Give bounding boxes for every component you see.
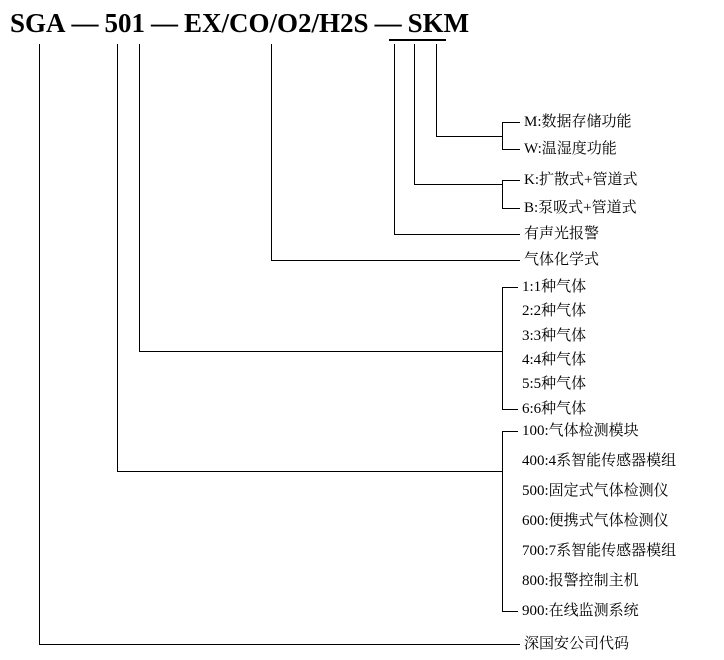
label-suffix-w: W:温湿度功能 (524, 141, 617, 157)
connector-series (117, 471, 503, 472)
tick-series-100 (502, 431, 518, 432)
label-gas-count-5: 5:5种气体 (522, 376, 587, 392)
code-part-gases: EX/CO/O2/H2S (184, 8, 369, 38)
label-gas-count-4: 4:4种气体 (522, 352, 587, 368)
label-gas-count-3: 3:3种气体 (522, 328, 587, 344)
connector-gas-chemistry (271, 260, 520, 261)
connector-company (39, 644, 520, 645)
label-series-100: 100:气体检测模块 (522, 423, 639, 439)
leader-line-sga (39, 44, 40, 644)
label-series-600: 600:便携式气体检测仪 (522, 513, 669, 529)
code-part-sga: SGA (10, 8, 66, 38)
label-suffix-k: K:扩散式+管道式 (524, 172, 638, 188)
label-gas-chemistry: 气体化学式 (524, 252, 600, 268)
code-separator: — (71, 8, 99, 38)
tick-series-900 (502, 611, 518, 612)
label-series-700: 700:7系智能传感器模组 (522, 543, 677, 559)
connector-alarm (394, 234, 520, 235)
code-separator: — (151, 8, 179, 38)
code-part-skm: SKM (407, 8, 470, 38)
connector-kb (414, 184, 503, 185)
tick-w (502, 149, 520, 150)
label-series-900: 900:在线监测系统 (522, 603, 639, 619)
label-suffix-m: M:数据存储功能 (524, 114, 632, 130)
tick-k (502, 180, 520, 181)
leader-line-alarm (394, 44, 395, 234)
label-series-500: 500:固定式气体检测仪 (522, 483, 669, 499)
leader-line-mw (436, 44, 437, 136)
label-suffix-b: B:泵吸式+管道式 (524, 200, 637, 216)
label-alarm: 有声光报警 (524, 226, 600, 242)
label-company-code: 深国安公司代码 (524, 636, 630, 652)
leader-line-kb (414, 44, 415, 184)
leader-line-501 (117, 44, 118, 471)
label-series-400: 400:4系智能传感器模组 (522, 453, 677, 469)
tick-m (502, 122, 520, 123)
tick-b (502, 208, 520, 209)
code-part-501: 501 (104, 8, 146, 38)
skm-underline (389, 39, 446, 41)
label-gas-count-1: 1:1种气体 (522, 279, 587, 295)
label-series-800: 800:报警控制主机 (522, 573, 639, 589)
leader-line-gas-count (139, 44, 140, 351)
leader-line-gas-formula (271, 44, 272, 260)
model-code-line (10, 6, 469, 40)
tick-gas-count-6 (502, 409, 518, 410)
tick-gas-count-1 (502, 287, 518, 288)
label-gas-count-2: 2:2种气体 (522, 303, 587, 319)
label-gas-count-6: 6:6种气体 (522, 401, 587, 417)
bracket-series (502, 431, 503, 611)
code-separator: — (374, 8, 402, 38)
connector-gas-count (139, 351, 503, 352)
bracket-gas-count (502, 287, 503, 409)
connector-mw (436, 136, 503, 137)
